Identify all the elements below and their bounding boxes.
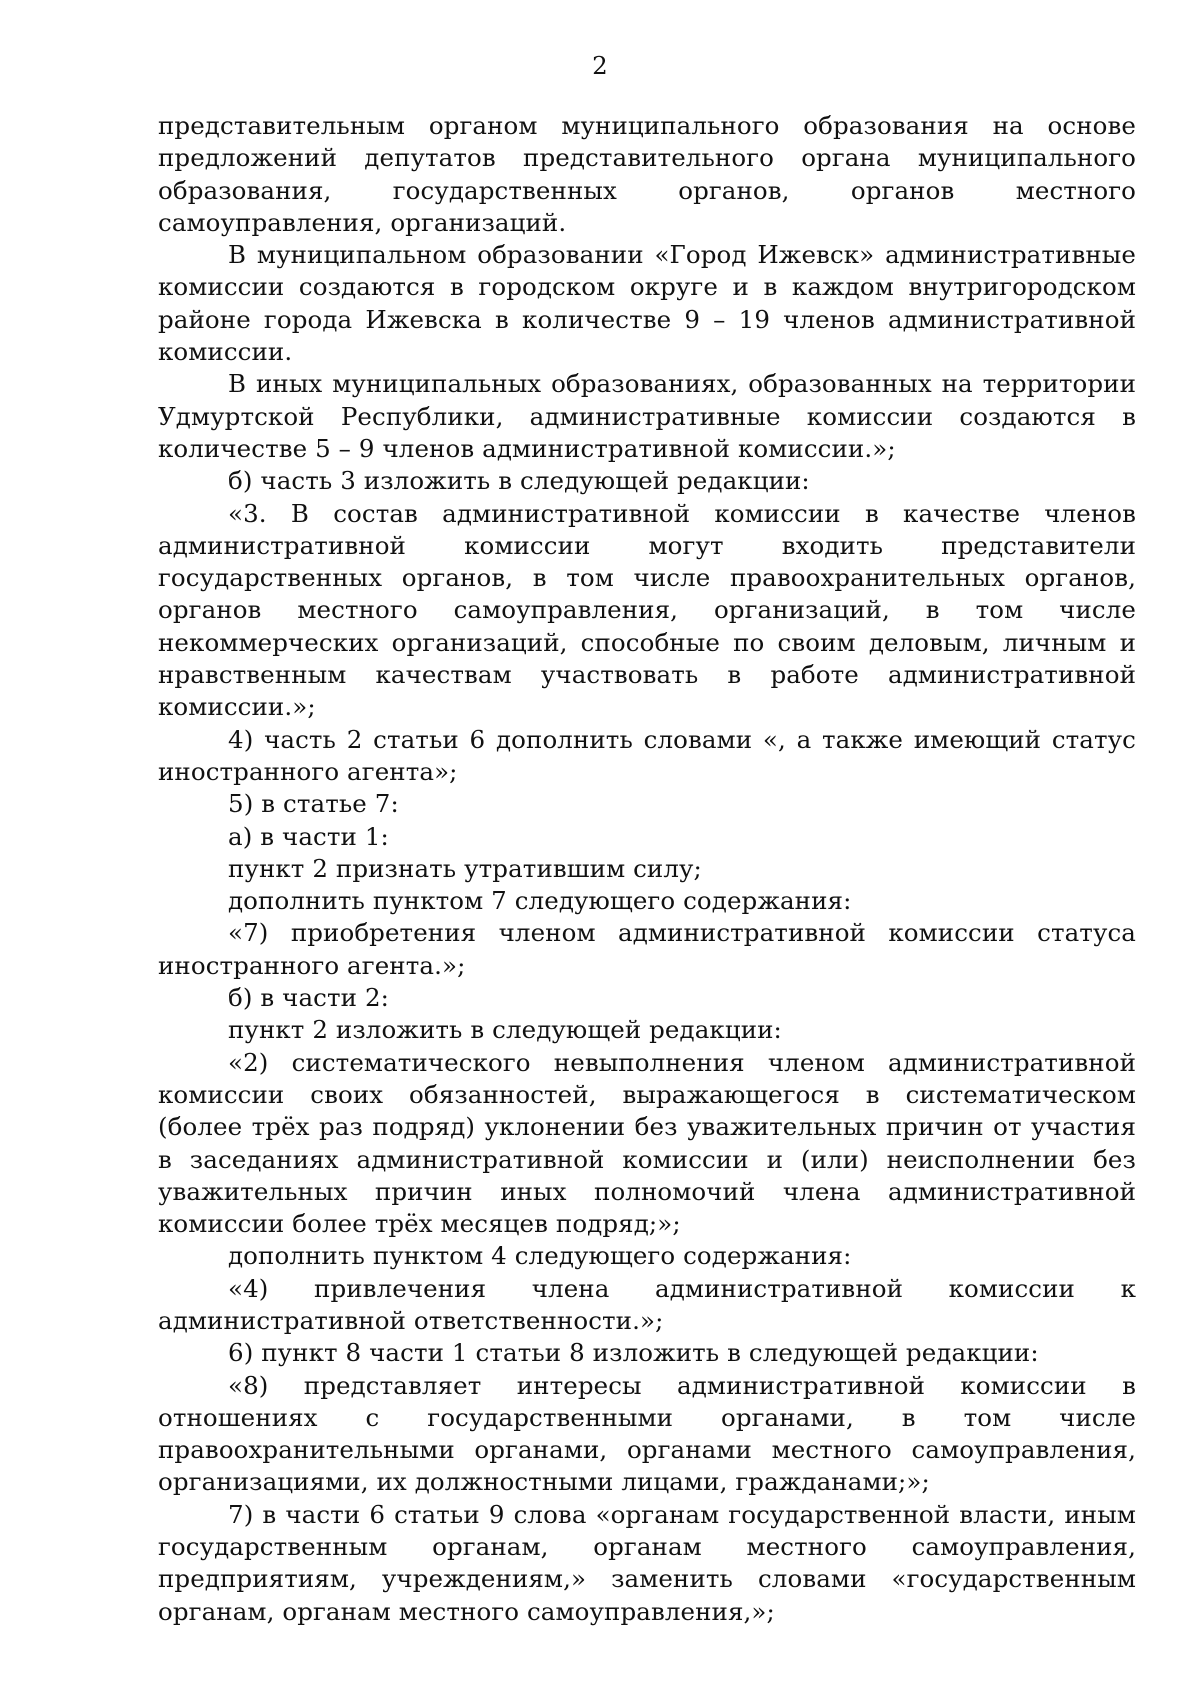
paragraph: «8) представляет интересы административной комиссии в отношениях с государственными органами, в том числе правоохранительными органами, органами местного самоуправления, организациями, их должностными лицами, гражданами;»; (158, 1370, 1136, 1497)
paragraph: дополнить пунктом 7 следующего содержания: (228, 886, 852, 916)
paragraph: «4) привлечения члена административной комиссии к административной ответственности.»; (158, 1273, 1136, 1335)
paragraph: 6) пункт 8 части 1 статьи 8 изложить в следующей редакции: (228, 1338, 1039, 1368)
paragraph: пункт 2 изложить в следующей редакции: (228, 1015, 782, 1045)
paragraph: дополнить пунктом 4 следующего содержания: (228, 1241, 852, 1271)
paragraph: «7) приобретения членом административной комиссии статуса иностранного агента.»; (158, 918, 1136, 980)
paragraph: 5) в статье 7: (228, 789, 399, 819)
page-number: 2 (592, 51, 608, 80)
paragraph: В иных муниципальных образованиях, образованных на территории Удмуртской Республики, административные комиссии создаются в количестве 5 – 9 членов административной комиссии.»; (158, 369, 1136, 463)
paragraph: б) в части 2: (228, 983, 390, 1013)
paragraph: представительным органом муниципального образования на основе предложений депутатов представительного органа муниципального образования, государственных органов, органов местного самоуправления, организаций. (158, 111, 1136, 237)
paragraph: 7) в части 6 статьи 9 слова «органам государственной власти, иным государственным органам, органам местного самоуправления, предприятиям, учреждениям,» заменить словами «государственным органам, органам местного самоуправления,»; (158, 1499, 1136, 1626)
paragraph: В муниципальном образовании «Город Ижевск» административные комиссии создаются в городском округе и в каждом внутригородском районе города Ижевска в количестве 9 – 19 членов административной комиссии. (158, 240, 1136, 367)
paragraph: а) в части 1: (228, 821, 389, 851)
paragraph: б) часть 3 изложить в следующей редакции: (228, 466, 810, 496)
paragraph: «2) систематического невыполнения членом административной комиссии своих обязанностей, выражающегося в систематическом (более трёх раз подряд) уклонении без уважительных причин от участия в заседаниях административной комиссии и (или) неисполнении без уважительных причин иных полномочий члена административной комиссии более трёх месяцев подряд;»; (158, 1047, 1136, 1239)
paragraph: пункт 2 признать утратившим силу; (228, 853, 702, 883)
paragraph: 4) часть 2 статьи 6 дополнить словами «, а также имеющий статус иностранного агента»; (158, 724, 1136, 786)
document-body (158, 110, 1136, 1628)
paragraph: «3. В состав административной комиссии в качестве членов административной комиссии могут входить представители государственных органов, в том числе правоохранительных органов, органов местного самоуправления, организаций, в том числе некоммерческих организаций, способные по своим деловым, личным и нравственным качествам участвовать в работе административной комиссии.»; (158, 498, 1136, 722)
